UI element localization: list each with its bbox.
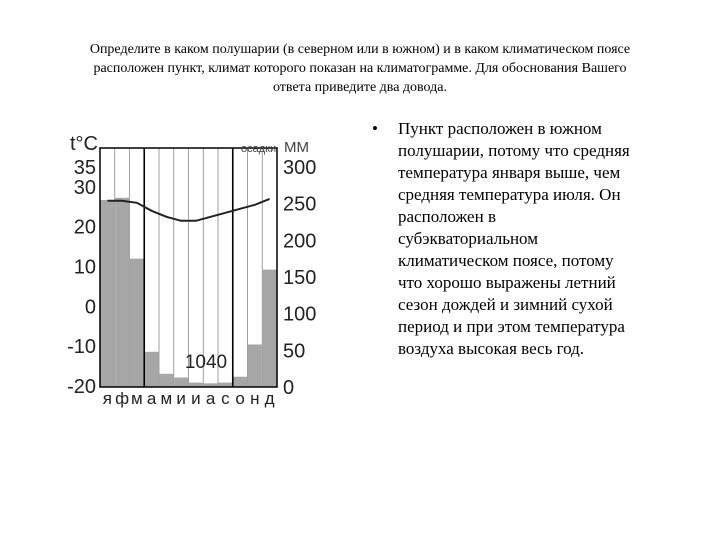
question-line-3: ответа приведите два довода. <box>272 80 447 95</box>
answer-line-11: воздуха высокая весь год. <box>398 339 585 358</box>
annual-precipitation: 1040 <box>184 352 228 373</box>
month-label-12: д <box>264 389 275 408</box>
month-label-6: и <box>176 389 186 408</box>
answer-line-1: Пункт расположен в южном <box>398 119 602 138</box>
month-label-5: м <box>160 389 173 408</box>
question-line-2: расположен пункт, климат которого показан на климатограмме. Для обоснования Вашего <box>93 61 627 76</box>
answer-line-10: период и при этом температура <box>398 317 625 336</box>
month-label-11: н <box>250 389 260 408</box>
temp-tick-7: -20 <box>67 376 96 398</box>
precip-bar-11 <box>248 344 262 387</box>
temp-axis-label: t°C <box>70 133 98 155</box>
temp-tick-6: -10 <box>67 336 96 359</box>
answer-line-9: сезон дождей и зимний сухой <box>398 295 613 314</box>
precip-bar-2 <box>115 198 129 387</box>
precip-bar-1 <box>101 200 115 387</box>
precip-bar-12 <box>263 270 277 387</box>
temp-tick-1: 35 <box>73 157 96 179</box>
temp-tick-5: 0 <box>84 296 96 319</box>
answer-text <box>398 118 698 360</box>
precip-bar-5 <box>160 374 174 387</box>
answer-line-6: субэкваториальном <box>398 229 538 248</box>
precip-tick-4: 150 <box>283 267 317 289</box>
answer-line-3: температура января выше, чем <box>398 163 621 182</box>
temp-tick-3: 20 <box>73 216 96 239</box>
question-line-1: Определите в каком полушарии (в северном или в южном) и в каком климатическом поясе <box>89 42 631 57</box>
precip-tick-1: 300 <box>283 157 317 179</box>
precip-axis-label: осадки <box>241 143 277 155</box>
precip-bar-4 <box>145 352 159 387</box>
month-label-4: а <box>146 389 157 408</box>
month-label-2: ф <box>115 389 130 408</box>
precip-tick-2: 250 <box>283 193 317 216</box>
month-label-3: м <box>131 389 143 408</box>
answer-line-4: средняя температура июля. Он <box>398 185 621 204</box>
month-label-10: о <box>235 389 245 408</box>
answer-bullet: • <box>372 119 378 138</box>
precip-tick-6: 50 <box>283 340 306 363</box>
precip-bar-10 <box>233 377 247 387</box>
month-label-8: а <box>205 389 216 408</box>
month-label-1: я <box>102 389 112 408</box>
answer-line-5: расположен в <box>398 207 496 226</box>
answer-line-8: что хорошо выражены летний <box>398 273 616 292</box>
month-label-9: с <box>221 389 230 408</box>
precip-tick-7: 0 <box>283 377 295 399</box>
precip-tick-5: 100 <box>283 303 317 326</box>
precip-bar-3 <box>130 259 144 387</box>
precip-tick-3: 200 <box>283 230 317 253</box>
answer-line-2: полушарии, потому что средняя <box>398 141 630 160</box>
answer-line-7: климатическом поясе, потому <box>398 251 614 270</box>
temp-tick-4: 10 <box>73 256 96 279</box>
month-label-7: и <box>191 389 201 408</box>
precip-bar-6 <box>174 377 188 387</box>
precip-axis-unit: ММ <box>284 139 309 156</box>
temp-tick-2: 30 <box>73 176 96 199</box>
